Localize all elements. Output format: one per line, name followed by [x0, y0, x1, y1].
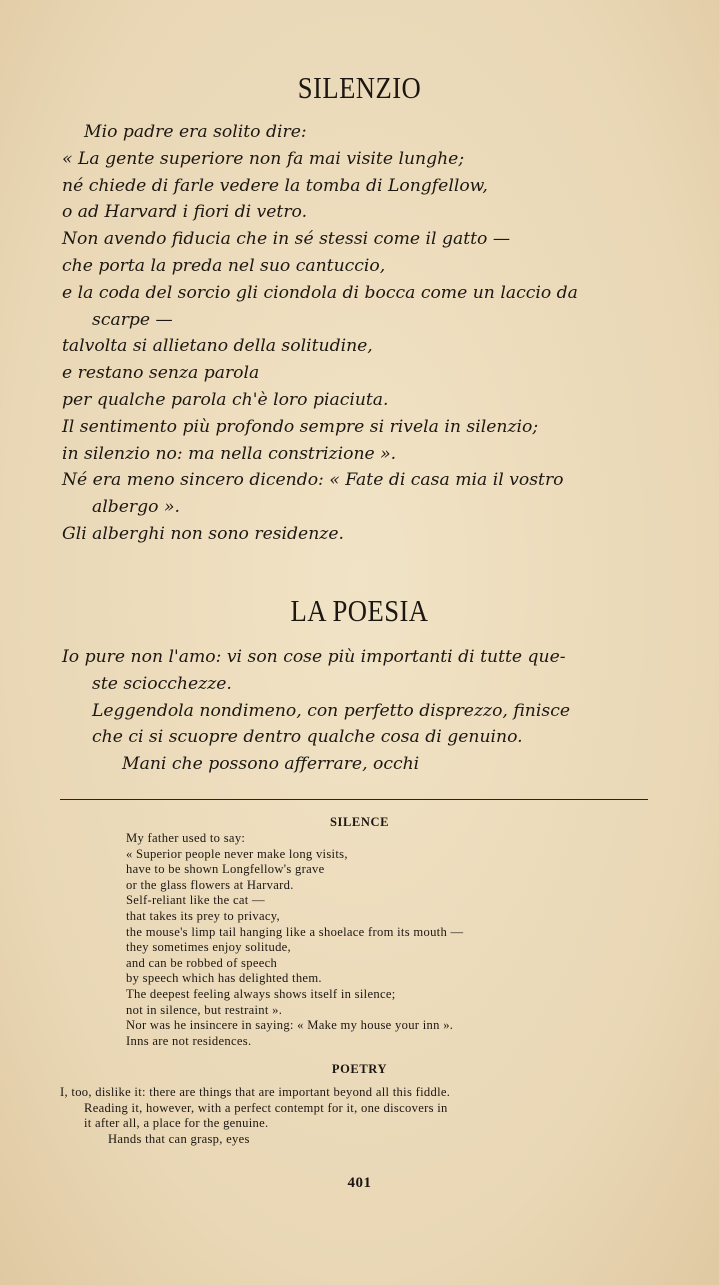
poem-line: che ci si scuopre dentro qualche cosa di genuino. [92, 727, 523, 748]
translation-line: not in silence, but restraint ». [126, 1002, 283, 1017]
poem-line: ste sciocchezze. [92, 673, 232, 694]
translation-title-silence: SILENCE [329, 815, 390, 829]
poem-line: per qualche parola ch'è loro piaciuta. [62, 389, 389, 410]
translation-line: « Superior people never make long visits, [126, 846, 348, 861]
translation-line: The deepest feeling always shows itself in silence; [126, 986, 396, 1001]
translation-line: the mouse's limp tail hanging like a shoelace from its mouth — [126, 924, 464, 939]
translation-line: Inns are not residences. [126, 1033, 252, 1048]
translation-line: Reading it, however, with a perfect contempt for it, one discovers in [84, 1100, 448, 1115]
translation-line: and can be robbed of speech [126, 955, 278, 970]
poem-line: in silenzio no: ma nella constrizione ». [62, 443, 397, 464]
poem-line: e la coda del sorcio gli ciondola di bocca come un laccio da [62, 282, 578, 303]
poem-line: albergo ». [92, 497, 180, 518]
poem-line: « La gente superiore non fa mai visite lunghe; [62, 148, 465, 169]
poem-line: Né era meno sincero dicendo: « Fate di casa mia il vostro [62, 470, 564, 491]
poem-la-poesia [62, 644, 570, 778]
section-divider [60, 799, 648, 800]
poem-line: Gli alberghi non sono residenze. [62, 523, 344, 544]
translation-title-poetry: POETRY [331, 1062, 388, 1076]
translation-line: Self-reliant like the cat — [126, 893, 265, 908]
poem-line: Mio padre era solito dire: [84, 122, 307, 142]
poem-line: Io pure non l'amo: vi son cose più importanti di tutte que- [62, 647, 566, 667]
translation-line: Nor was he insincere in saying: « Make my house your inn ». [126, 1018, 454, 1033]
translation-line: I, too, dislike it: there are things that are important beyond all this fiddle. [60, 1085, 451, 1099]
translation-line: have to be shown Longfellow's grave [126, 862, 325, 877]
translation-line: or the glass flowers at Harvard. [126, 877, 294, 892]
poem-line: Il sentimento più profondo sempre si rivela in silenzio; [62, 416, 539, 437]
translation-poetry [60, 1085, 450, 1147]
page-number: 401 [347, 1175, 372, 1191]
translation-line: Hands that can grasp, eyes [108, 1131, 250, 1146]
poem-line: Mani che possono afferrare, occhi [122, 754, 420, 775]
poem-title-silenzio: SILENZIO [297, 70, 422, 105]
poem-line: scarpe — [92, 309, 173, 330]
translation-line: it after all, a place for the genuine. [84, 1116, 269, 1131]
poem-silenzio [62, 119, 578, 548]
poem-line: Non avendo fiducia che in sé stessi come il gatto — [62, 229, 511, 250]
poem-line: talvolta si allietano della solitudine, [62, 336, 373, 357]
poem-title-la-poesia: LA POESIA [290, 593, 429, 628]
poem-line: che porta la preda nel suo cantuccio, [62, 255, 386, 276]
poem-line: o ad Harvard i fiori di vetro. [62, 202, 308, 223]
poem-line: né chiede di farle vedere la tomba di Longfellow, [62, 175, 488, 196]
translation-line: by speech which has delighted them. [126, 971, 322, 986]
translation-line: My father used to say: [126, 831, 246, 845]
translation-line: they sometimes enjoy solitude, [126, 940, 292, 955]
translation-line: that takes its prey to privacy, [126, 908, 280, 923]
poem-line: Leggendola nondimeno, con perfetto disprezzo, finisce [92, 700, 570, 721]
translation-silence [126, 831, 463, 1049]
poem-line: e restano senza parola [62, 363, 260, 384]
